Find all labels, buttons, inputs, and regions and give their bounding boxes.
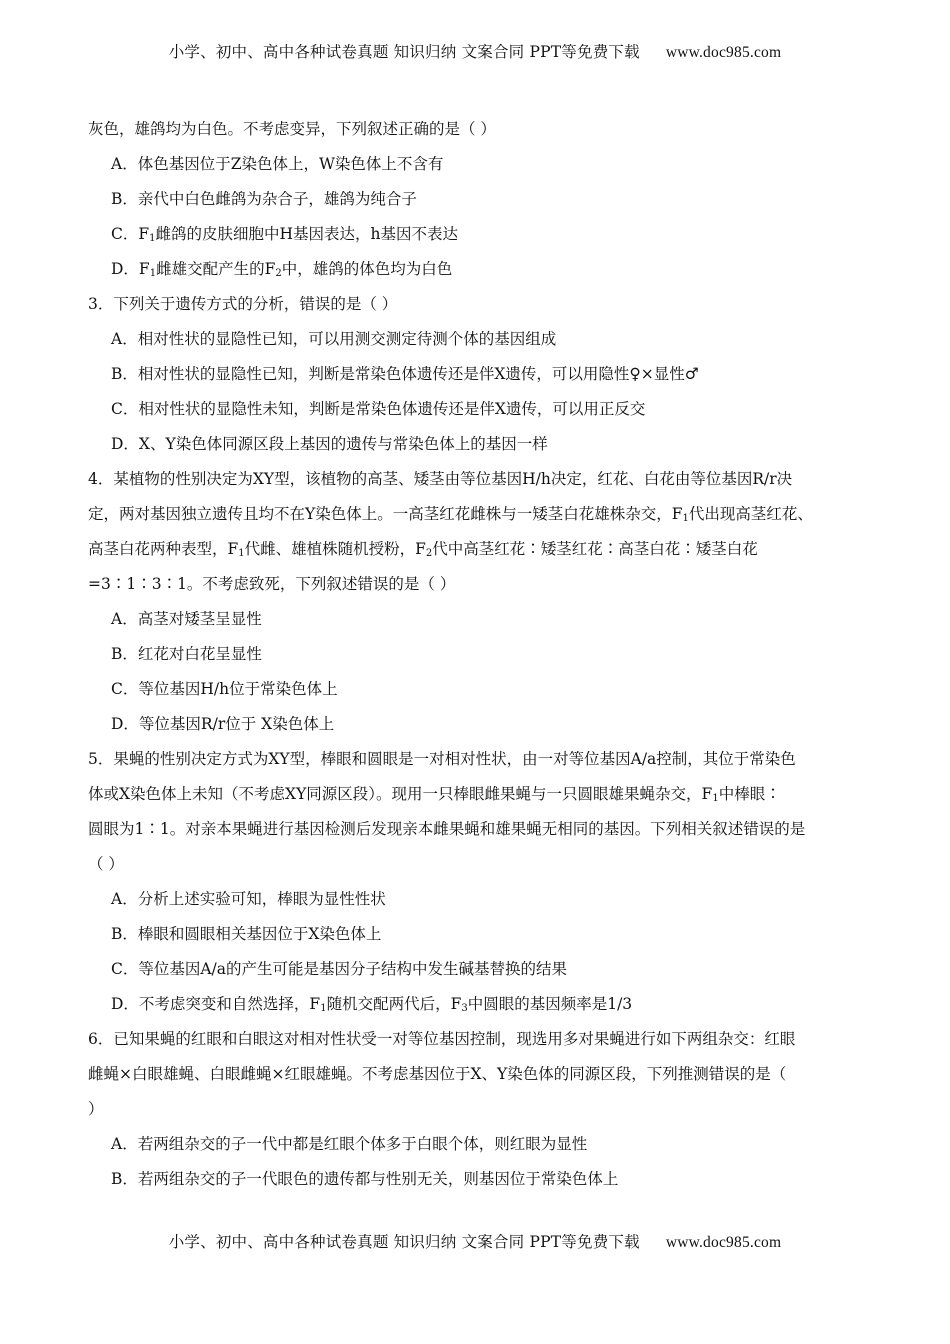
q4-stem-line3: 高茎白花两种表型，$F_1$代雌、雄植株随机授粉，$F_2$代中高茎红花∶矮茎红花∶高茎白花∶矮茎白花 (88, 540, 758, 559)
q6-stem-line2: 雌蝇×白眼雄蝇、白眼雌蝇×红眼雄蝇。不考虑基因位于X、Y染色体的同源区段，下列推测错误的是（ (88, 1065, 787, 1083)
page-header (0, 40, 950, 62)
q4-stem-line4: =3∶1∶3∶1。不考虑致死，下列叙述错误的是（ ） (88, 575, 456, 593)
q3-option-b: B．相对性状的显隐性已知，判断是常染色体遗传还是伴X遗传，可以用隐性♀×显性♂ (111, 365, 699, 383)
q4-option-b: B．红花对白花呈显性 (111, 645, 262, 663)
q2-option-d: D．$F_1$雌雄交配产生的$F_2$中，雄鸽的体色均为白色 (111, 260, 453, 279)
q5-stem-line4: （ ） (88, 855, 124, 873)
q4-option-c: C．等位基因H/h位于常染色体上 (111, 680, 338, 698)
q4-stem-line2: 定，两对基因独立遗传且均不在Y染色体上。一高茎红花雌株与一矮茎白花雄株杂交，$F_1$代出现高茎红花、 (88, 505, 813, 524)
q6-stem-line3: ） (88, 1100, 104, 1118)
q6-option-a: A．若两组杂交的子一代中都是红眼个体多于白眼个体，则红眼为显性 (111, 1135, 588, 1153)
q6-option-b: B．若两组杂交的子一代眼色的遗传都与性别无关，则基因位于常染色体上 (111, 1170, 619, 1188)
document-body (88, 118, 863, 1203)
footer-text: 小学、初中、高中各种试卷真题 知识归纳 文案合同 PPT等免费下载 (168, 1233, 640, 1251)
q5-stem-line2: 体或X染色体上未知（不考虑XY同源区段）。现用一只棒眼雌果蝇与一只圆眼雄果蝇杂交，$F_1$中棒眼∶ (88, 785, 781, 804)
footer-site: www.doc985.com (665, 1234, 782, 1251)
q3-option-a: A．相对性状的显隐性已知，可以用测交测定待测个体的基因组成 (111, 330, 557, 348)
q2-option-b: B．亲代中白色雌鸽为杂合子，雄鸽为纯合子 (111, 190, 417, 208)
q3-option-c: C．相对性状的显隐性未知，判断是常染色体遗传还是伴X遗传，可以用正反交 (111, 400, 646, 418)
q6-stem-line1: 6．已知果蝇的红眼和白眼这对相对性状受一对等位基因控制，现选用多对果蝇进行如下两组杂交：红眼 (88, 1030, 796, 1048)
q5-option-a: A．分析上述实验可知，棒眼为显性性状 (111, 890, 386, 908)
q5-stem-line1: 5．果蝇的性别决定方式为XY型，棒眼和圆眼是一对相对性状，由一对等位基因A/a控制，其位于常染色 (88, 750, 796, 768)
q4-stem-line1: 4．某植物的性别决定为XY型，该植物的高茎、矮茎由等位基因H/h决定，红花、白花由等位基因R/r决 (88, 470, 793, 488)
header-text: 小学、初中、高中各种试卷真题 知识归纳 文案合同 PPT等免费下载 (168, 43, 640, 61)
q4-option-a: A．高茎对矮茎呈显性 (111, 610, 262, 628)
q2-option-c: C．$F_1$雌鸽的皮肤细胞中H基因表达，h基因不表达 (111, 225, 459, 244)
q5-stem-line3: 圆眼为1∶1。对亲本果蝇进行基因检测后发现亲本雌果蝇和雄果蝇无相同的基因。下列相关叙述错误的是 (88, 820, 806, 838)
q5-option-b: B．棒眼和圆眼相关基因位于X染色体上 (111, 925, 382, 943)
q4-option-d: D．等位基因R/r位于 X染色体上 (111, 715, 335, 733)
q2-stem-tail: 灰色，雄鸽均为白色。不考虑变异，下列叙述正确的是（ ） (88, 120, 496, 138)
q5-option-c: C．等位基因A/a的产生可能是基因分子结构中发生碱基替换的结果 (111, 960, 568, 978)
header-site: www.doc985.com (665, 44, 782, 61)
q5-option-d: D．不考虑突变和自然选择，$F_1$随机交配两代后，$F_3$中圆眼的基因频率是1/3 (111, 995, 633, 1014)
q2-option-a: A．体色基因位于Z染色体上，W染色体上不含有 (111, 155, 444, 173)
q3-option-d: D．X、Y染色体同源区段上基因的遗传与常染色体上的基因一样 (111, 435, 548, 453)
page-footer (0, 1230, 950, 1252)
q3-stem: 3．下列关于遗传方式的分析，错误的是（ ） (88, 295, 398, 313)
